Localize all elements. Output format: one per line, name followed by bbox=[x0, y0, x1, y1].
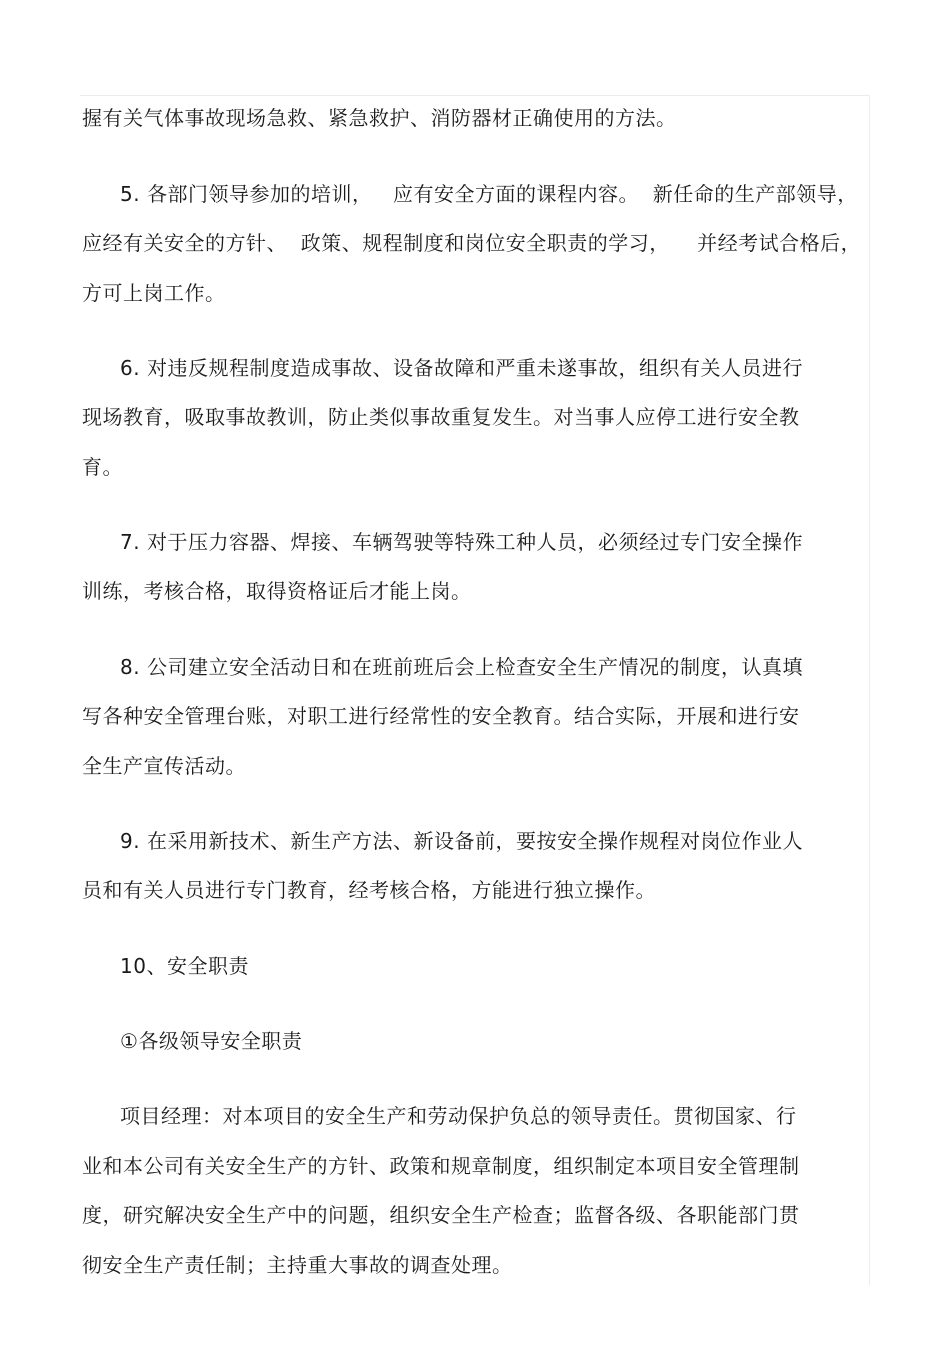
text-line: 写各种安全管理台账，对职工进行经常性的安全教育。结合实际，开展和进行安 bbox=[82, 704, 800, 728]
text-line: 员和有关人员进行专门教育，经考核合格，方能进行独立操作。 bbox=[82, 878, 656, 902]
text-line: 应经有关安全的方针、 政策、规程制度和岗位安全职责的学习， 并经考试合格后， bbox=[82, 231, 862, 255]
text-line: 握有关气体事故现场急救、紧急救护、消防器材正确使用的方法。 bbox=[82, 106, 677, 130]
text-line: 现场教育，吸取事故教训，防止类似事故重复发生。对当事人应停工进行安全教 bbox=[82, 405, 800, 429]
text-line: 方可上岗工作。 bbox=[82, 281, 226, 305]
text-line: 9. 在采用新技术、新生产方法、新设备前，要按安全操作规程对岗位作业人 bbox=[120, 829, 803, 853]
page-border-top bbox=[80, 95, 870, 96]
text-line: 7. 对于压力容器、焊接、车辆驾驶等特殊工种人员，必须经过专门安全操作 bbox=[120, 530, 803, 554]
subsection-heading: ①各级领导安全职责 bbox=[120, 1029, 303, 1053]
text-line: 5. 各部门领导参加的培训， 应有安全方面的课程内容。 新任命的生产部领导， bbox=[120, 182, 858, 206]
text-line: 项目经理：对本项目的安全生产和劳动保护负总的领导责任。贯彻国家、行 bbox=[120, 1104, 797, 1128]
text-line: 业和本公司有关安全生产的方针、政策和规章制度，组织制定本项目安全管理制 bbox=[82, 1154, 800, 1178]
text-line: 度，研究解决安全生产中的问题，组织安全生产检查；监督各级、各职能部门贯 bbox=[82, 1203, 800, 1227]
text-line: 8. 公司建立安全活动日和在班前班后会上检查安全生产情况的制度，认真填 bbox=[120, 655, 803, 679]
text-line: 训练，考核合格，取得资格证后才能上岗。 bbox=[82, 579, 472, 603]
text-line: 育。 bbox=[82, 455, 123, 479]
text-line: 彻安全生产责任制；主持重大事故的调查处理。 bbox=[82, 1253, 513, 1277]
section-heading: 10、安全职责 bbox=[120, 954, 249, 978]
text-line: 6. 对违反规程制度造成事故、设备故障和严重未遂事故，组织有关人员进行 bbox=[120, 356, 803, 380]
text-line: 全生产宣传活动。 bbox=[82, 754, 246, 778]
page-border-right bbox=[869, 95, 870, 1285]
